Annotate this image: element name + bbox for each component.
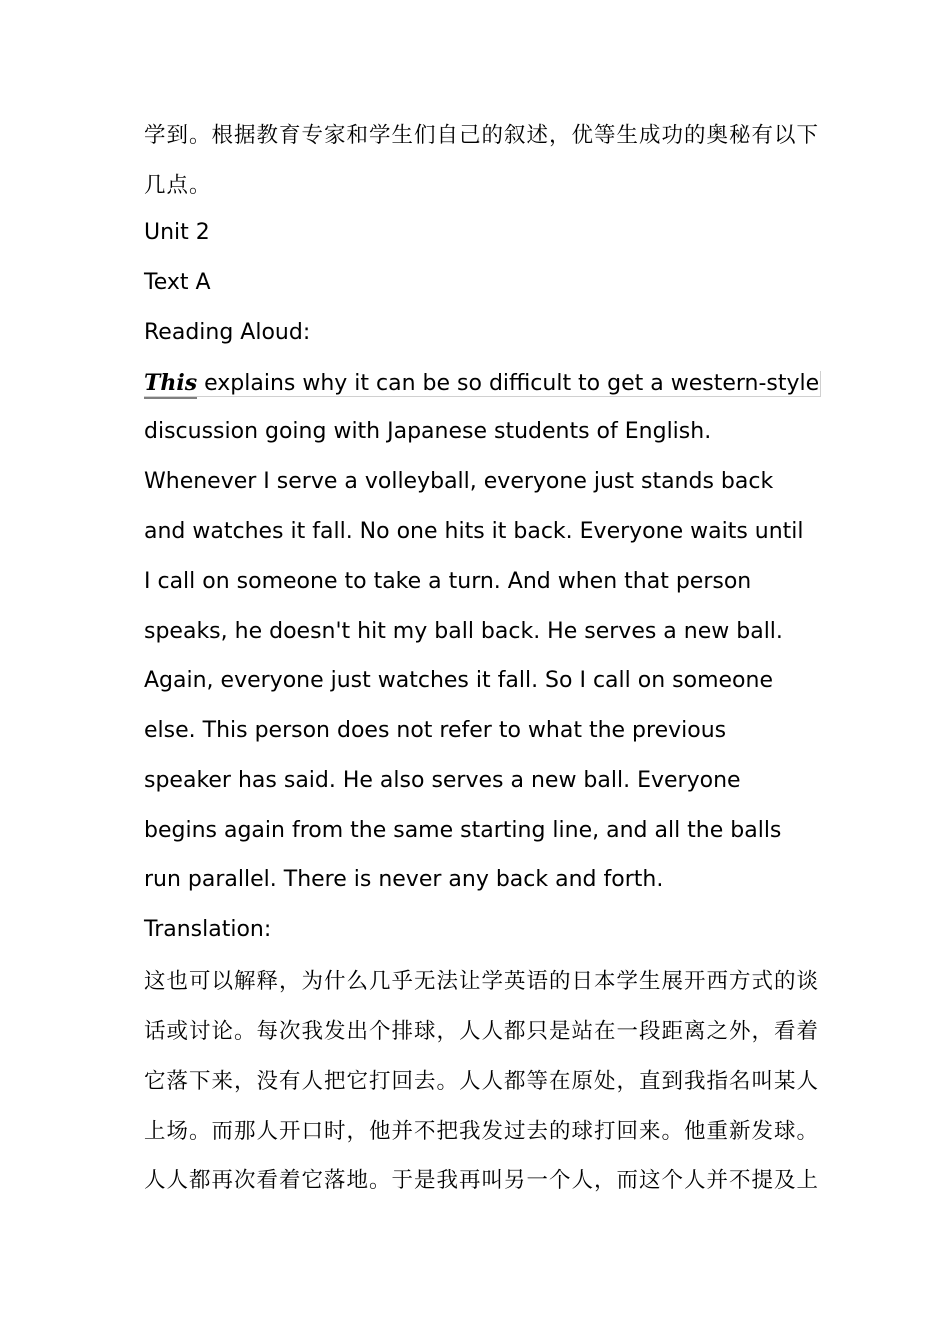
reading-first-line-box xyxy=(144,371,821,397)
reading-aloud-heading: Reading Aloud: xyxy=(144,320,311,345)
reading-line-3: Whenever I serve a volleyball, everyone just stands back xyxy=(144,469,774,494)
translation-line-3: 它落下来，没有人把它打回去。人人都等在原处，直到我指名叫某人 xyxy=(144,1069,820,1094)
reading-line-1 xyxy=(144,363,821,403)
intro-chinese-line-2: 几点。 xyxy=(144,173,212,198)
reading-first-word: This xyxy=(144,370,197,399)
intro-chinese-line-1: 学到。根据教育专家和学生们自己的叙述，优等生成功的奥秘有以下 xyxy=(144,123,820,148)
translation-line-5: 人人都再次看着它落地。于是我再叫另一个人，而这个人并不提及上 xyxy=(144,1168,820,1193)
reading-line-7: Again, everyone just watches it fall. So I call on someone xyxy=(144,668,773,693)
reading-line-2: discussion going with Japanese students of English. xyxy=(144,419,712,444)
reading-first-line-rest: explains why it can be so difficult to get a western-style xyxy=(197,371,820,396)
translation-line-1: 这也可以解释，为什么几乎无法让学英语的日本学生展开西方式的谈 xyxy=(144,969,820,994)
translation-heading: Translation: xyxy=(144,917,272,942)
reading-line-6: speaks, he doesn't hit my ball back. He serves a new ball. xyxy=(144,619,783,644)
translation-line-4: 上场。而那人开口时，他并不把我发过去的球打回来。他重新发球。 xyxy=(144,1119,820,1144)
reading-line-5: I call on someone to take a turn. And when that person xyxy=(144,569,752,594)
text-heading: Text A xyxy=(144,270,211,295)
reading-line-4: and watches it fall. No one hits it back. Everyone waits until xyxy=(144,519,804,544)
reading-line-11: run parallel. There is never any back and forth. xyxy=(144,867,664,892)
reading-line-10: begins again from the same starting line, and all the balls xyxy=(144,818,782,843)
translation-line-2: 话或讨论。每次我发出个排球，人人都只是站在一段距离之外，看着 xyxy=(144,1019,820,1044)
reading-line-8: else. This person does not refer to what the previous xyxy=(144,718,727,743)
unit-heading: Unit 2 xyxy=(144,220,210,245)
reading-line-9: speaker has said. He also serves a new ball. Everyone xyxy=(144,768,741,793)
